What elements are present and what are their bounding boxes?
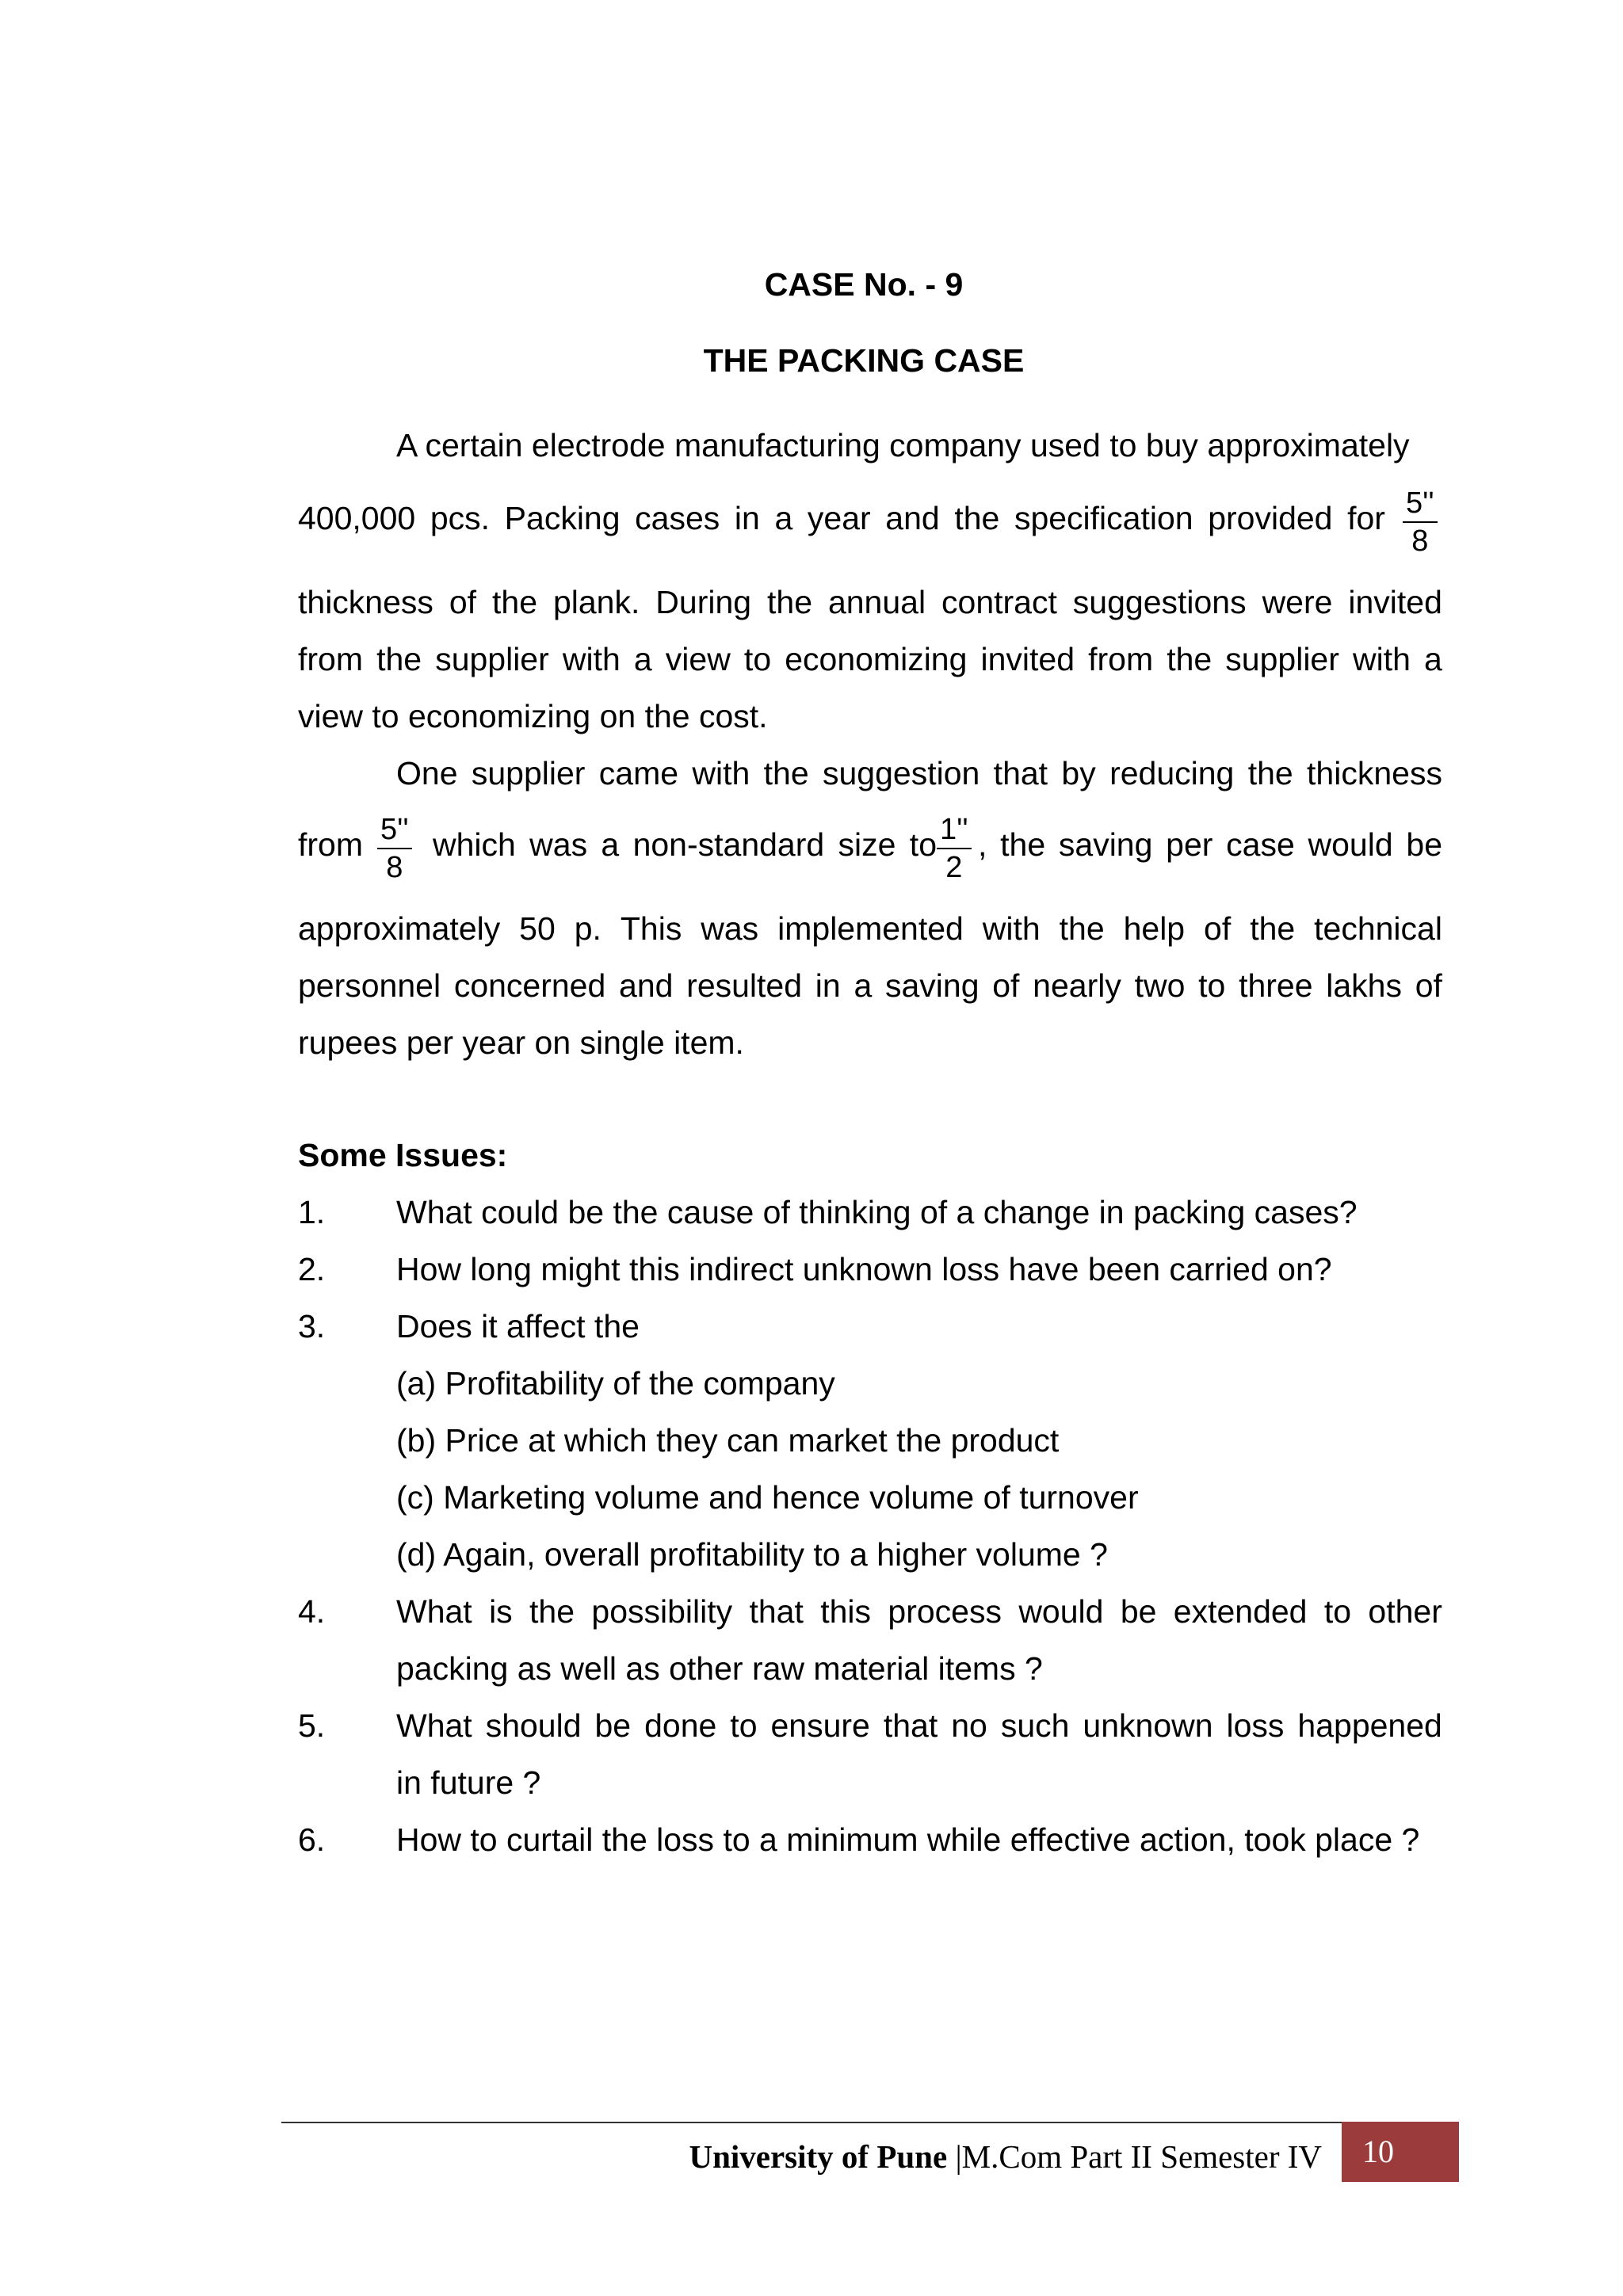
word: plank.: [552, 584, 640, 620]
word: by: [1061, 755, 1096, 791]
word: no: [951, 1707, 987, 1744]
word: 50: [519, 910, 556, 947]
word: two: [1134, 967, 1186, 1004]
fraction-numerator: 1'': [937, 811, 972, 849]
word: from: [1088, 641, 1154, 677]
word: supplier: [1225, 641, 1339, 677]
word: is: [489, 1593, 513, 1630]
word: to: [743, 641, 772, 677]
para2-middle: which was a non-standard size to: [433, 826, 937, 863]
word: supplier: [435, 641, 549, 677]
para1-line1: A certain electrode manufacturing company used to buy approximately: [396, 427, 1410, 463]
word: saving: [884, 967, 980, 1004]
issue-text: What could be the cause of thinking of a change in packing cases?: [396, 1194, 1358, 1230]
word: in: [815, 967, 841, 1004]
para2-line4: [298, 957, 1442, 1014]
word: to: [730, 1707, 758, 1744]
fraction-denominator: 2: [945, 851, 963, 884]
footer-separator: |: [955, 2138, 962, 2175]
word: One: [396, 755, 458, 791]
word: process: [888, 1593, 1002, 1630]
word: extended: [1173, 1593, 1308, 1630]
word: and: [619, 967, 674, 1004]
word: from: [298, 641, 363, 677]
word: During: [655, 584, 752, 620]
word: be: [1120, 1593, 1157, 1630]
word: provided: [1208, 500, 1333, 536]
word: the: [529, 1593, 575, 1630]
word: invited: [1348, 584, 1442, 620]
word: a: [633, 641, 652, 677]
sub-item: (d) Again, overall profitability to a higher volume ?: [396, 1536, 1108, 1573]
word: to: [1198, 967, 1226, 1004]
sub-item: (b) Price at which they can market the product: [396, 1422, 1060, 1459]
word: concerned: [453, 967, 606, 1004]
word: be: [594, 1707, 632, 1744]
fraction-denominator: 8: [1411, 524, 1429, 558]
para1-line4: [298, 631, 1442, 688]
word: the: [767, 584, 813, 620]
word: the: [954, 500, 1000, 536]
word: unknown: [1083, 1707, 1213, 1744]
footer-course: M.Com Part II Semester IV: [961, 2138, 1322, 2175]
word: Packing: [504, 500, 621, 536]
word: personnel: [298, 967, 441, 1004]
word: What: [396, 1707, 472, 1744]
footer-text: [689, 2133, 1322, 2180]
word: with: [562, 641, 621, 677]
word: annual: [827, 584, 926, 620]
word: suggestions: [1072, 584, 1247, 620]
issue-6-text: How to curtail the loss to a minimum while effective action, took place ?: [396, 1821, 1420, 1858]
word: ensure: [770, 1707, 870, 1744]
page-number: 10: [1342, 2122, 1459, 2182]
word: year: [807, 500, 871, 536]
word: reducing: [1109, 755, 1235, 791]
word: with: [692, 755, 750, 791]
fraction-five-eighths-from: [377, 811, 412, 886]
word: supplier: [471, 755, 586, 791]
word: with: [982, 910, 1041, 947]
word: of: [992, 967, 1020, 1004]
word: should: [485, 1707, 582, 1744]
word: the: [376, 641, 422, 677]
footer-rule: [281, 2122, 1342, 2123]
issue-4-line2: packing as well as other raw material items ?: [396, 1650, 1043, 1687]
word: a: [774, 500, 793, 536]
word: loss: [1226, 1707, 1285, 1744]
word: the: [1247, 755, 1293, 791]
para2-line5: rupees per year on single item.: [298, 1024, 744, 1061]
issue-number: 3.: [298, 1308, 326, 1344]
fraction-one-half: [937, 811, 972, 886]
word: p.: [574, 910, 601, 947]
issue-5-line2: in future ?: [396, 1764, 541, 1801]
word: were: [1262, 584, 1333, 620]
sub-item: (c) Marketing volume and hence volume of turnover: [396, 1479, 1139, 1516]
word: thickness: [1307, 755, 1442, 791]
word: pcs.: [430, 500, 491, 536]
word: nearly: [1033, 967, 1121, 1004]
word: What: [396, 1593, 472, 1630]
word: of: [1415, 967, 1442, 1004]
word: the: [1167, 641, 1212, 677]
word: economizing: [785, 641, 968, 677]
word: a: [1424, 641, 1442, 677]
word: and: [885, 500, 940, 536]
word: possibility: [591, 1593, 733, 1630]
case-number: CASE No. - 9: [764, 266, 964, 303]
word: the: [492, 584, 537, 620]
fraction-denominator: 8: [386, 851, 403, 884]
word: three: [1239, 967, 1313, 1004]
para2-line3: [298, 900, 1442, 957]
word: view: [665, 641, 731, 677]
word: resulted: [686, 967, 803, 1004]
para1-line2: [298, 490, 1385, 547]
word: of: [1204, 910, 1232, 947]
word: came: [598, 755, 679, 791]
issue-text: How long might this indirect unknown loss have been carried on?: [396, 1251, 1332, 1287]
word: that: [883, 1707, 938, 1744]
word: was: [701, 910, 759, 947]
word: such: [1000, 1707, 1070, 1744]
issue-text: Does it affect the: [396, 1308, 640, 1344]
issue-number: 1.: [298, 1194, 326, 1230]
word: done: [644, 1707, 717, 1744]
word: that: [749, 1593, 804, 1630]
word: of: [449, 584, 477, 620]
word: with: [1352, 641, 1411, 677]
issue-4-line1: [396, 1583, 1442, 1640]
para2-line1: [396, 745, 1442, 802]
word: approximately: [298, 910, 501, 947]
issue-number: 4.: [298, 1593, 326, 1630]
para1-line5: view to economizing on the cost.: [298, 698, 768, 734]
sub-item: (a) Profitability of the company: [396, 1365, 835, 1402]
word: thickness: [298, 584, 433, 620]
issue-number: 6.: [298, 1821, 326, 1858]
fraction-numerator: 5'': [1403, 485, 1438, 523]
word: happened: [1297, 1707, 1442, 1744]
word: that: [993, 755, 1048, 791]
case-title: THE PACKING CASE: [703, 342, 1025, 379]
fraction-five-eighths: [1403, 485, 1438, 559]
word: lakhs: [1326, 967, 1402, 1004]
issue-number: 2.: [298, 1251, 326, 1287]
word: specification: [1014, 500, 1193, 536]
para1-line3: [298, 574, 1442, 631]
word: cases: [635, 500, 720, 536]
word: contract: [941, 584, 1057, 620]
word: the: [763, 755, 809, 791]
word: help: [1123, 910, 1186, 947]
para2-end: , the saving per case would be: [978, 826, 1442, 863]
word: other: [1368, 1593, 1442, 1630]
issue-5-line1: [396, 1697, 1442, 1754]
word: in: [734, 500, 760, 536]
word: a: [854, 967, 873, 1004]
word: the: [1059, 910, 1105, 947]
word: would: [1018, 1593, 1104, 1630]
word: for: [1347, 500, 1385, 536]
word: suggestion: [823, 755, 980, 791]
para2-from: from: [298, 826, 363, 863]
fraction-numerator: 5'': [377, 811, 412, 849]
word: to: [1323, 1593, 1352, 1630]
word: This: [620, 910, 682, 947]
issues-heading: Some Issues:: [298, 1137, 508, 1173]
word: implemented: [777, 910, 964, 947]
issue-number: 5.: [298, 1707, 326, 1744]
word: this: [820, 1593, 872, 1630]
word: invited: [980, 641, 1075, 677]
word: 400,000: [298, 500, 416, 536]
word: the: [1250, 910, 1296, 947]
footer-university: University of Pune: [689, 2138, 948, 2175]
word: technical: [1314, 910, 1442, 947]
